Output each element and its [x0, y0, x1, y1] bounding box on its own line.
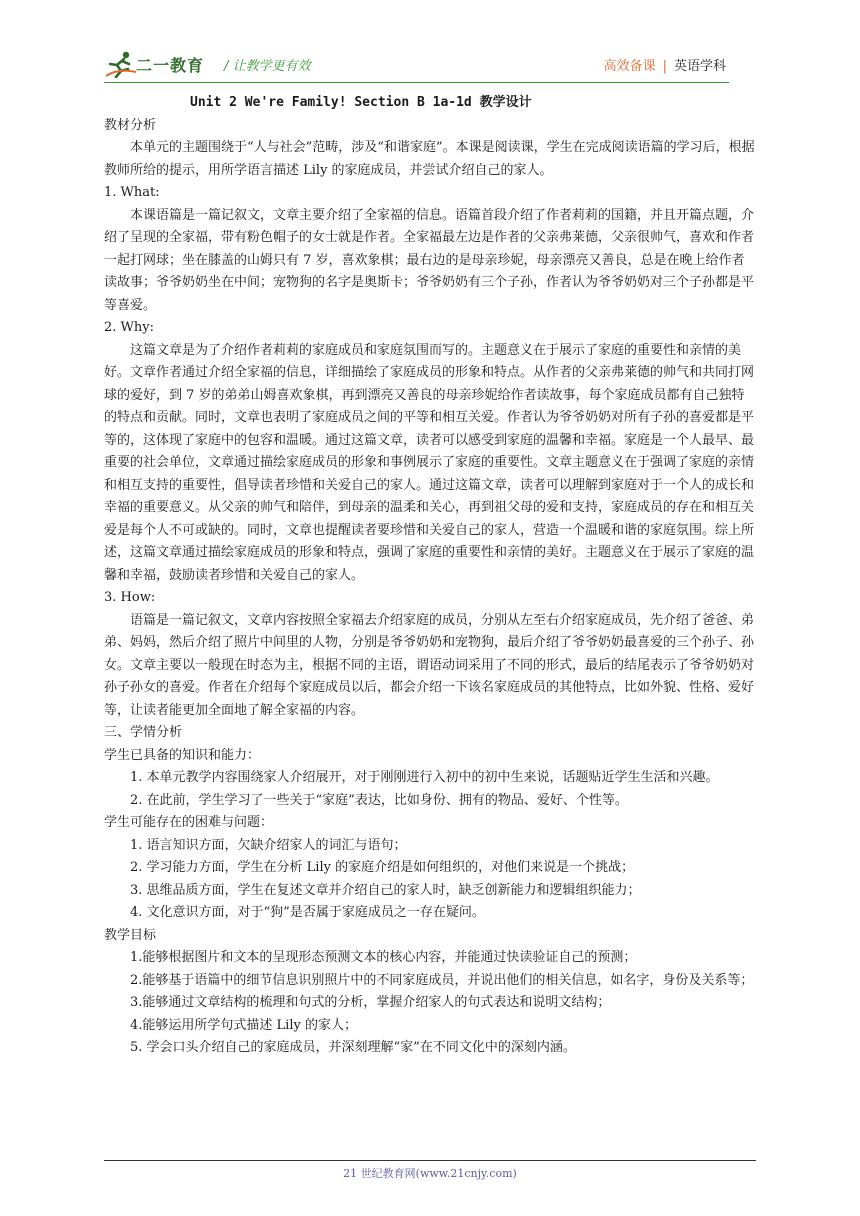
header-separator: | — [662, 59, 667, 74]
paragraph: 教材分析 — [104, 117, 157, 133]
page-footer: 21 世纪教育网(www.21cnjy.com) — [343, 1167, 517, 1180]
paragraph: 1. 语言知识方面，欠缺介绍家人的词汇与语句； — [130, 837, 407, 853]
paragraph: 语篇是一篇记叙文，文章内容按照全家福去介绍家庭的成员，分别从左至右介绍家庭成员，先介绍了爸爸、弟弟、妈妈，然后介绍了照片中间里的人物，分别是爷爷奶奶和宠物狗，最后介绍了爷爷奶奶最喜爱的三个孙子、孙女。文章主要以一般现在时态为主，根据不同的主语，谓语动词采用了不同的形式，最后的结尾表示了爷爷奶奶对孙子孙女的喜爱。作者在介绍每个家庭成员以后，都会介绍一下该名家庭成员的其他特点，比如外貌、性格、爱好等，让读者能更加全面地了解全家福的内容。 — [104, 612, 755, 718]
paragraph: 2. Why: — [104, 320, 154, 335]
paragraph: 3. How: — [104, 590, 156, 605]
paragraph: 2.能够基于语篇中的细节信息识别照片中的不同家庭成员，并说出他们的相关信息，如名字，身份及关系等； — [130, 972, 754, 988]
paragraph: 2. 学习能力方面，学生在分析 Lily 的家庭介绍是如何组织的，对他们来说是一个挑战； — [130, 860, 635, 875]
runner-logo-icon — [104, 50, 138, 78]
header-rule — [104, 82, 729, 83]
paragraph: 1. 本单元教学内容围绕家人介绍展开，对于刚刚进行入初中的初中生来说，话题贴近学生生活和兴趣。 — [130, 770, 719, 785]
paragraph: 本单元的主题围绕于“人与社会”范畴，涉及“和谐家庭”。本课是阅读课，学生在完成阅读语篇的学习后，根据教师所给的提示，用所学语言描述 Lily 的家庭成员，并尝试介绍自己的家人。 — [104, 140, 755, 178]
header-right — [604, 55, 726, 74]
document-content — [104, 115, 756, 1060]
paragraph: 2. 在此前，学生学习了一些关于“家庭”表达，比如身份、拥有的物品、爱好、个性等。 — [130, 792, 628, 808]
paragraph: 1.能够根据图片和文本的呈现形态预测文本的核心内容，并能通过快读验证自己的预测； — [130, 950, 637, 965]
paragraph: 5. 学会口头介绍自己的家庭成员，并深刻理解“家”在不同文化中的深刻内涵。 — [130, 1040, 576, 1055]
paragraph: 学生已具备的知识和能力： — [104, 747, 261, 763]
paragraph: 1. What: — [104, 185, 160, 200]
paragraph: 三、学情分析 — [104, 725, 183, 740]
paragraph: 学生可能存在的困难与问题： — [104, 815, 274, 830]
header-brand: 高效备课 — [603, 59, 656, 74]
footer-rule — [104, 1160, 756, 1161]
header-slogan: / 让教学更有效 — [224, 59, 311, 74]
page-header — [0, 0, 860, 100]
paragraph: 3.能够通过文章结构的梳理和句式的分析，掌握介绍家人的句式表达和说明文结构； — [130, 995, 611, 1010]
paragraph: 3. 思维品质方面，学生在复述文章并介绍自己的家人时，缺乏创新能力和逻辑组织能力； — [130, 882, 641, 898]
paragraph: 4. 文化意识方面，对于“狗”是否属于家庭成员之一存在疑问。 — [130, 905, 485, 920]
paragraph: 这篇文章是为了介绍作者莉莉的家庭成员和家庭氛围而写的。主题意义在于展示了家庭的重要性和亲情的美好。文章作者通过介绍全家福的信息，详细描绘了家庭成员的形象和特点。从作者的父亲弗莱德的帅气和共同打网球的爱好，到 7 岁的弟弟山姆喜欢象棋，再到漂亮又善良的母亲珍妮给作者读故事，每个家庭成员都有自己独特的特点和贡献。同时，文章也表明了家庭成员之间的平等和相互关爱。作者认为爷爷奶奶对所有子孙的喜爱都是平等的，这体现了家庭中的包容和温暖。通过这篇文章，读者可以感受到家庭的温馨和幸福。家庭是一个人最早、最重要的社会单位，文章通过描绘家庭成员的形象和事例展示了家庭的重要性。文章主题意义在于强调了家庭的亲情和相互支持的重要性，倡导读者珍惜和关爱自己的家人。通过这篇文章，读者可以理解到家庭对于一个人的成长和幸福的重要意义。从父亲的帅气和陪伴，到母亲的温柔和关心，再到祖父母的爱和支持，家庭成员的存在和相互关爱是每个人不可或缺的。同时，文章也提醒读者要珍惜和关爱自己的家人，营造一个温暖和谐的家庭氛围。综上所述，这篇文章通过描绘家庭成员的形象和特点，强调了家庭的重要性和亲情的美好。主题意义在于展示了家庭的温馨和幸福，鼓励读者珍惜和关爱自己的家人。 — [104, 342, 755, 583]
paragraph: 教学目标 — [104, 927, 157, 943]
document-body — [104, 92, 756, 1060]
paragraph: 4.能够运用所学句式描述 Lily 的家人； — [130, 1017, 357, 1033]
document-title: Unit 2 We're Family! Section B 1a-1d 教学设计 — [190, 95, 532, 110]
paragraph: 本课语篇是一篇记叙文，文章主要介绍了全家福的信息。语篇首段介绍了作者莉莉的国籍，并且开篇点题，介绍了呈现的全家福，带有粉色帽子的女士就是作者。全家福最左边是作者的父亲弗莱德，父亲很帅气，喜欢和作者一起打网球；坐在膝盖的山姆只有 7 岁，喜欢象棋；最右边的是母亲珍妮，母亲漂亮又善良，总是在晚上给作者读故事；爷爷奶奶坐在中间；宠物狗的名字是奥斯卡；爷爷奶奶有三个子孙，作者认为爷爷奶奶对三个子孙都是平等喜爱。 — [104, 207, 755, 313]
logo-text: 二一教育 — [136, 56, 205, 75]
header-subject: 英语学科 — [673, 59, 726, 74]
